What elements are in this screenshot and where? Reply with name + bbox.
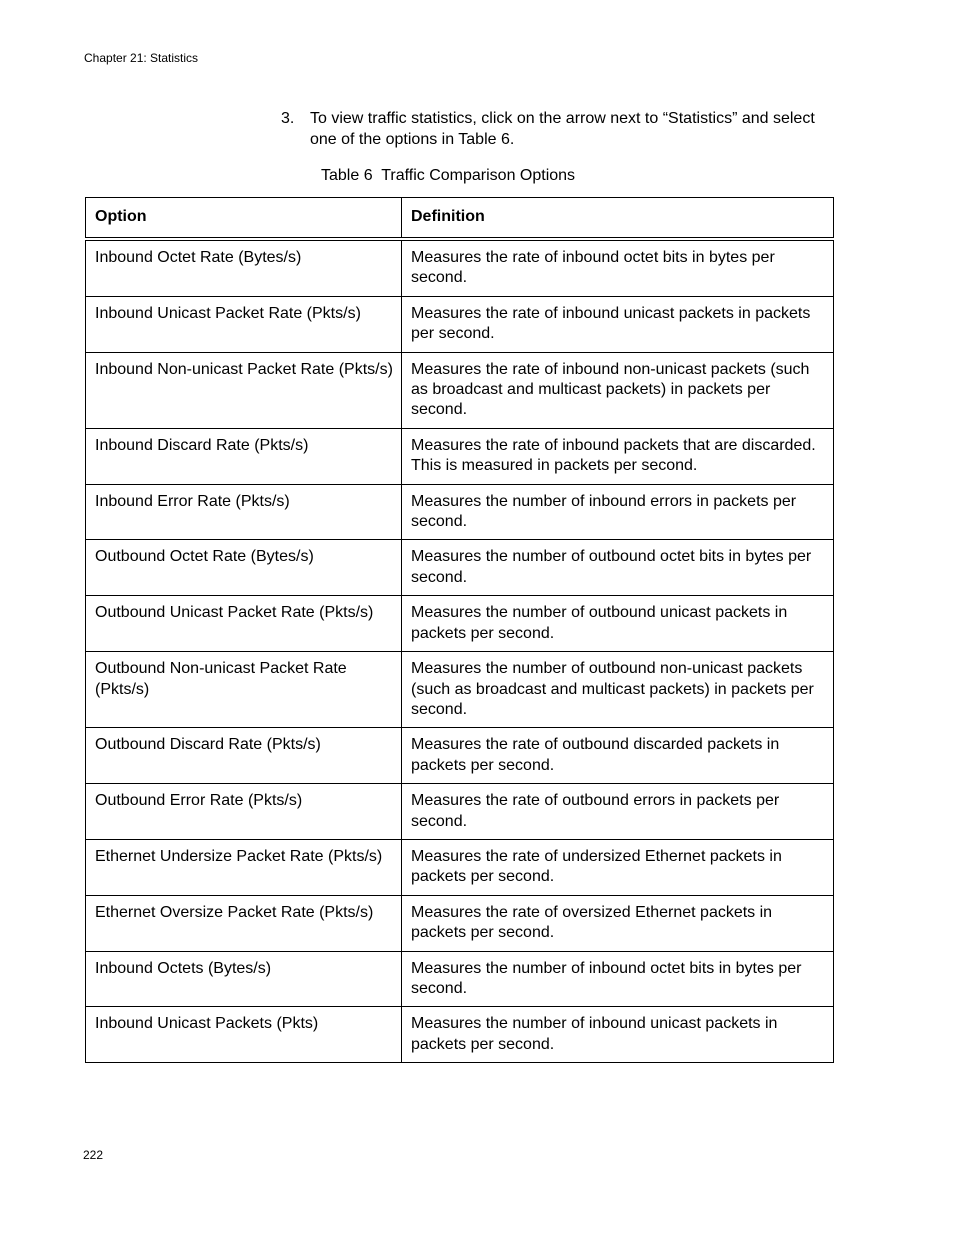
table-row (86, 540, 834, 596)
option-cell: Outbound Error Rate (Pkts/s) (86, 784, 402, 840)
table-row (86, 839, 834, 895)
definition-cell: Measures the rate of oversized Ethernet packets in packets per second. (402, 895, 834, 951)
definition-cell: Measures the rate of outbound discarded packets in packets per second. (402, 728, 834, 784)
running-header: Chapter 21: Statistics (84, 51, 199, 65)
table-row (86, 239, 834, 296)
option-cell: Inbound Unicast Packets (Pkts) (86, 1007, 402, 1063)
table-row (86, 784, 834, 840)
option-cell: Inbound Non-unicast Packet Rate (Pkts/s) (86, 352, 402, 428)
table-row (86, 1007, 834, 1063)
option-cell: Inbound Error Rate (Pkts/s) (86, 484, 402, 540)
option-cell: Inbound Unicast Packet Rate (Pkts/s) (86, 296, 402, 352)
page-number: 222 (83, 1148, 104, 1162)
definition-cell: Measures the number of inbound unicast packets in packets per second. (402, 1007, 834, 1063)
table-row (86, 895, 834, 951)
option-cell: Outbound Non-unicast Packet Rate (Pkts/s) (86, 652, 402, 728)
column-header-option: Option (86, 198, 402, 240)
option-cell: Outbound Discard Rate (Pkts/s) (86, 728, 402, 784)
definition-cell: Measures the rate of outbound errors in packets per second. (402, 784, 834, 840)
column-header-definition: Definition (402, 198, 834, 240)
table-row (86, 296, 834, 352)
table-row (86, 428, 834, 484)
definition-cell: Measures the number of inbound errors in packets per second. (402, 484, 834, 540)
definition-cell: Measures the rate of inbound non-unicast packets (such as broadcast and multicast packets) in packets per second. (402, 352, 834, 428)
definition-cell: Measures the rate of inbound octet bits in bytes per second. (402, 239, 834, 296)
option-cell: Ethernet Oversize Packet Rate (Pkts/s) (86, 895, 402, 951)
traffic-comparison-table (85, 197, 834, 1063)
step-text: To view traffic statistics, click on the arrow next to “Statistics” and select one of the options in Table 6. (310, 110, 815, 148)
option-cell: Ethernet Undersize Packet Rate (Pkts/s) (86, 839, 402, 895)
procedure-step (281, 108, 826, 150)
definition-cell: Measures the number of outbound non-unicast packets (such as broadcast and multicast packets) in packets per second. (402, 652, 834, 728)
table-row (86, 352, 834, 428)
table-row (86, 951, 834, 1007)
step-number: 3. (281, 110, 295, 127)
table-row (86, 484, 834, 540)
definition-cell: Measures the rate of inbound unicast packets in packets per second. (402, 296, 834, 352)
option-cell: Inbound Discard Rate (Pkts/s) (86, 428, 402, 484)
option-cell: Inbound Octets (Bytes/s) (86, 951, 402, 1007)
option-cell: Inbound Octet Rate (Bytes/s) (86, 239, 402, 296)
definition-cell: Measures the number of outbound octet bits in bytes per second. (402, 540, 834, 596)
option-cell: Outbound Unicast Packet Rate (Pkts/s) (86, 596, 402, 652)
definition-cell: Measures the rate of inbound packets that are discarded. This is measured in packets per second. (402, 428, 834, 484)
table-row (86, 728, 834, 784)
definition-cell: Measures the rate of undersized Ethernet packets in packets per second. (402, 839, 834, 895)
table-caption: Table 6 Traffic Comparison Options (321, 167, 576, 184)
table-header-row (86, 198, 834, 240)
table-row (86, 596, 834, 652)
definition-cell: Measures the number of inbound octet bits in bytes per second. (402, 951, 834, 1007)
table-row (86, 652, 834, 728)
option-cell: Outbound Octet Rate (Bytes/s) (86, 540, 402, 596)
definition-cell: Measures the number of outbound unicast packets in packets per second. (402, 596, 834, 652)
